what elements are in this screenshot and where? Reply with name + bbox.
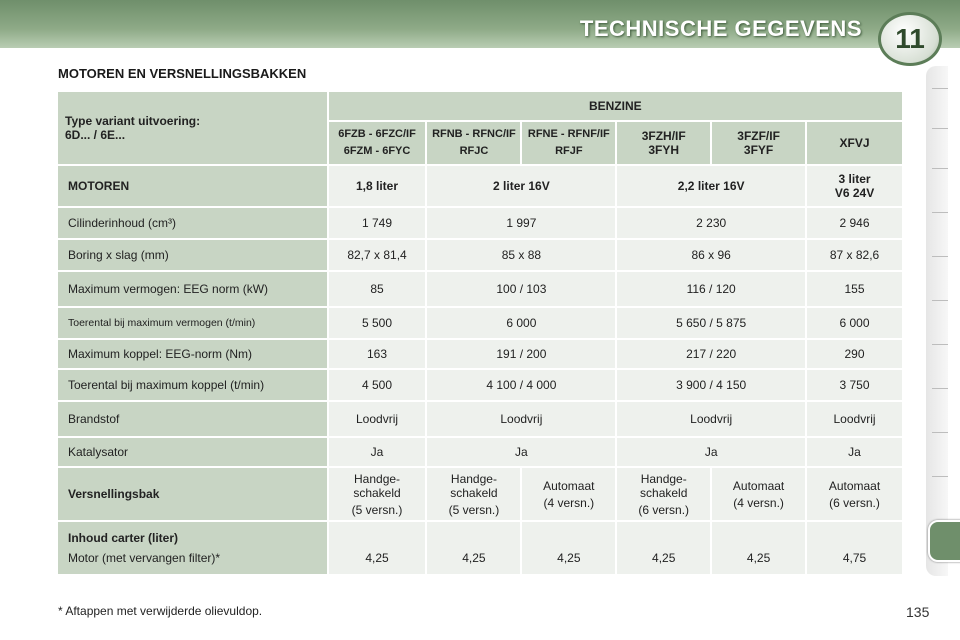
variant-label-line2: 6D... / 6E... — [65, 128, 126, 142]
carter-label: Inhoud carter (liter) — [68, 531, 179, 545]
row-value: 191 / 200 — [427, 340, 615, 368]
gearbox-line: (4 versn.) — [733, 495, 784, 510]
gearbox-line: Automaat — [543, 478, 595, 493]
page-header — [0, 0, 960, 48]
gearbox-line: Automaat — [732, 478, 785, 493]
gearbox-line: schakeld — [640, 485, 688, 500]
engine-1: 1,8 liter — [329, 166, 426, 206]
variant-header — [58, 92, 327, 164]
carter-value: 4,75 — [807, 522, 902, 574]
gearbox-label: Versnellingsbak — [58, 468, 327, 520]
fuel-header: BENZINE — [329, 92, 902, 120]
chapter-tab[interactable] — [928, 520, 960, 562]
carter-value: 4,25 — [427, 522, 520, 574]
row-value: 86 x 96 — [617, 240, 805, 270]
row-value: Loodvrij — [807, 402, 902, 436]
variant-label-line1: Type variant uitvoering: — [65, 114, 201, 128]
index-tick — [932, 256, 948, 257]
row-label: Katalysator — [58, 438, 327, 466]
gearbox-cell — [329, 468, 426, 520]
gearbox-line: Handge- — [354, 471, 401, 486]
engine-code-line: RFNE - RFNF/IF — [527, 128, 610, 140]
row-value: 4 100 / 4 000 — [427, 370, 615, 400]
row-value: 217 / 220 — [617, 340, 805, 368]
row-value: 6 000 — [427, 308, 615, 338]
engine-code-line: XFVJ — [839, 136, 870, 150]
row-label: Boring x slag (mm) — [58, 240, 327, 270]
gearbox-line: schakeld — [450, 485, 498, 500]
row-value: Ja — [329, 438, 426, 466]
gearbox-line: (6 versn.) — [829, 495, 880, 510]
row-value: 82,7 x 81,4 — [329, 240, 426, 270]
index-tick — [932, 168, 948, 169]
row-label: Maximum vermogen: EEG norm (kW) — [58, 272, 327, 306]
row-value: 2 230 — [617, 208, 805, 238]
gearbox-line: (4 versn.) — [543, 495, 595, 510]
motoren-label: MOTOREN — [58, 166, 327, 206]
index-tick — [932, 476, 948, 477]
row-value: 3 750 — [807, 370, 902, 400]
engine-4 — [807, 166, 902, 206]
row-value: 85 — [329, 272, 426, 306]
gearbox-line: (5 versn.) — [448, 502, 500, 517]
engine-code-5 — [712, 122, 805, 164]
index-tick — [932, 128, 948, 129]
row-value: 116 / 120 — [617, 272, 805, 306]
header-title: TECHNISCHE GEGEVENS — [579, 16, 862, 41]
row-value: Loodvrij — [329, 402, 426, 436]
row-label: Brandstof — [58, 402, 327, 436]
row-value: 3 900 / 4 150 — [617, 370, 805, 400]
engine-code-line: RFJF — [555, 145, 583, 157]
engine-code-line: 3FYF — [743, 143, 774, 157]
carter-value: 4,25 — [329, 522, 426, 574]
gearbox-cell — [617, 468, 710, 520]
row-label: Cilinderinhoud (cm³) — [58, 208, 327, 238]
row-value: 87 x 82,6 — [807, 240, 902, 270]
row-value: 5 650 / 5 875 — [617, 308, 805, 338]
row-value: 1 749 — [329, 208, 426, 238]
engine-code-line: RFJC — [459, 145, 489, 157]
row-label: Toerental bij maximum koppel (t/min) — [58, 370, 327, 400]
engine-code-line: 3FZF/IF — [737, 129, 780, 143]
gearbox-line: Handge- — [640, 471, 687, 486]
index-tick — [932, 88, 948, 89]
index-tick — [932, 344, 948, 345]
carter-value: 4,25 — [522, 522, 615, 574]
row-value: Loodvrij — [617, 402, 805, 436]
engine-code-line: RFNB - RFNC/IF — [432, 128, 516, 140]
index-tick — [932, 212, 948, 213]
gearbox-cell — [427, 468, 520, 520]
gearbox-line: Handge- — [450, 471, 497, 486]
row-value: 4 500 — [329, 370, 426, 400]
engine-code-line: 3FYH — [648, 143, 680, 157]
row-label: Maximum koppel: EEG-norm (Nm) — [58, 340, 327, 368]
engine-spec-table — [56, 90, 904, 576]
engine-code-line: 6FZM - 6FYC — [343, 145, 411, 157]
chapter-badge: 11 — [878, 12, 942, 66]
engine-code-6 — [807, 122, 902, 164]
gearbox-line: (6 versn.) — [638, 502, 690, 517]
carter-sublabel: Motor (met vervangen filter)* — [68, 551, 221, 565]
row-value: 290 — [807, 340, 902, 368]
carter-label-cell — [58, 522, 327, 574]
row-value: 5 500 — [329, 308, 426, 338]
index-tick — [932, 300, 948, 301]
row-value: 163 — [329, 340, 426, 368]
carter-value: 4,25 — [712, 522, 805, 574]
gearbox-line: schakeld — [353, 485, 401, 500]
section-title: MOTOREN EN VERSNELLINGSBAKKEN — [58, 66, 307, 81]
engine-code-2 — [427, 122, 520, 164]
engine-4-line1: 3 liter — [838, 172, 871, 186]
row-value: 1 997 — [427, 208, 615, 238]
gearbox-cell — [712, 468, 805, 520]
row-value: 85 x 88 — [427, 240, 615, 270]
index-tick — [932, 388, 948, 389]
page-number: 135 — [906, 604, 930, 620]
carter-value: 4,25 — [617, 522, 710, 574]
gearbox-line: Automaat — [828, 478, 881, 493]
row-value: Ja — [427, 438, 615, 466]
row-value: Ja — [807, 438, 902, 466]
row-value: Loodvrij — [427, 402, 615, 436]
engine-code-line: 3FZH/IF — [641, 129, 686, 143]
chapter-index-bar — [926, 66, 948, 576]
engine-code-line: 6FZB - 6FZC/IF — [338, 128, 416, 140]
row-value: 6 000 — [807, 308, 902, 338]
index-tick — [932, 432, 948, 433]
footnote: * Aftappen met verwijderde olievuldop. — [58, 604, 263, 618]
gearbox-cell — [522, 468, 615, 520]
gearbox-cell — [807, 468, 902, 520]
row-value: 100 / 103 — [427, 272, 615, 306]
gearbox-line: (5 versn.) — [351, 502, 403, 517]
engine-code-3 — [522, 122, 615, 164]
engine-2: 2 liter 16V — [427, 166, 615, 206]
row-value: Ja — [617, 438, 805, 466]
engine-code-1 — [329, 122, 426, 164]
row-value: 155 — [807, 272, 902, 306]
engine-3: 2,2 liter 16V — [617, 166, 805, 206]
row-label: Toerental bij maximum vermogen (t/min) — [58, 308, 327, 338]
row-value: 2 946 — [807, 208, 902, 238]
engine-code-4 — [617, 122, 710, 164]
engine-4-line2: V6 24V — [834, 186, 875, 200]
